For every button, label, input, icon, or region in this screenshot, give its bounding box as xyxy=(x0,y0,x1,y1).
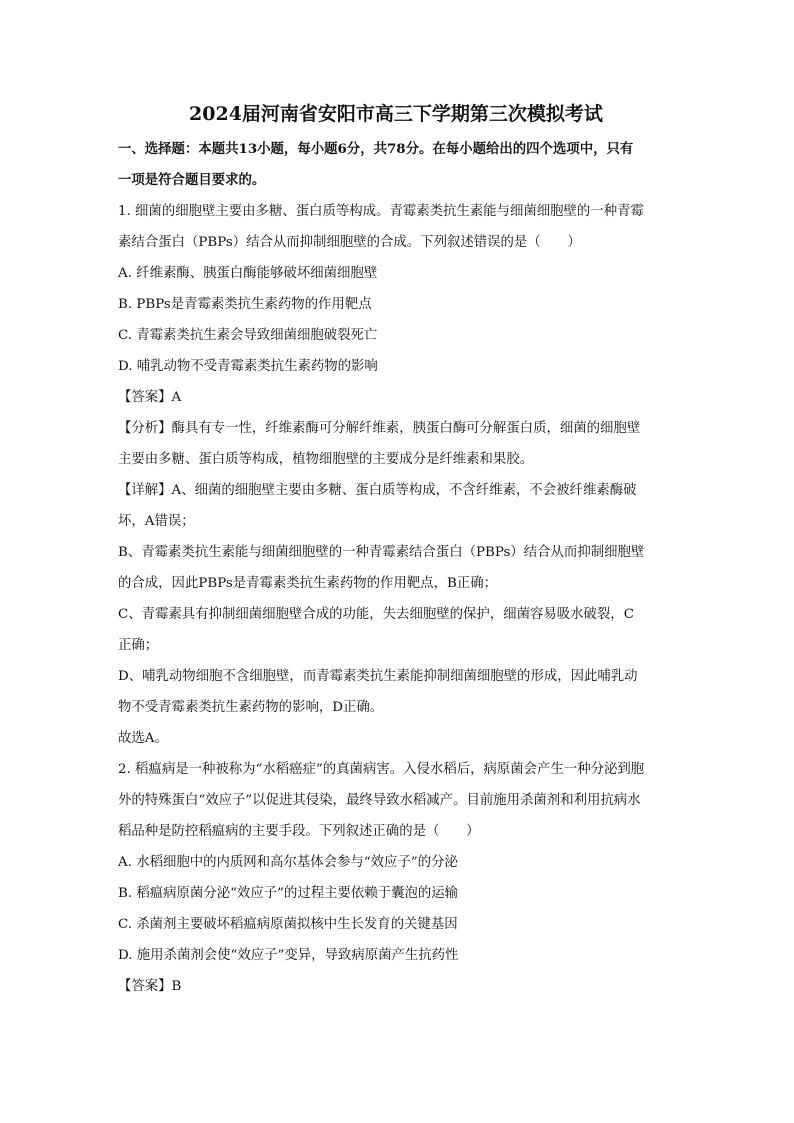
document-page xyxy=(118,100,674,1002)
q2-answer: 【答案】B xyxy=(118,979,182,994)
q2-stem-line-3: 稻品种是防控稻瘟病的主要手段。下列叙述正确的是（ ） xyxy=(118,824,480,839)
q1-conclusion: 故选A。 xyxy=(118,731,168,746)
question-1 xyxy=(118,196,674,754)
section-heading-line-1: 一、选择题：本题共13小题，每小题6分，共78分。在每小题给出的四个选项中，只有 xyxy=(118,141,634,157)
q1-detail-line-4: 的合成，因此PBPs是青霉素类抗生素药物的作用靶点，B正确； xyxy=(118,576,497,591)
q1-option-a: A. 纤维素酶、胰蛋白酶能够破坏细菌细胞壁 xyxy=(118,266,378,281)
q2-option-b: B. 稻瘟病原菌分泌“效应子”的过程主要依赖于囊泡的运输 xyxy=(118,886,459,901)
q1-answer: 【答案】A xyxy=(118,390,182,405)
q1-detail-line-1: 【详解】A、细菌的细胞壁主要由多糖、蛋白质等构成，不含纤维素，不会被纤维素酶破 xyxy=(118,483,637,498)
q1-detail-line-2: 坏，A错误； xyxy=(118,514,195,529)
q2-stem-line-1: 2. 稻瘟病是一种被称为“水稻癌症”的真菌病害。入侵水稻后，病原菌会产生一种分泌到胞 xyxy=(118,762,645,777)
q1-option-d: D. 哺乳动物不受青霉素类抗生素药物的影响 xyxy=(118,359,378,374)
q1-analysis-line-1: 【分析】酶具有专一性，纤维素酶可分解纤维素，胰蛋白酶可分解蛋白质，细菌的细胞壁 xyxy=(118,421,641,436)
q1-stem-line-2: 素结合蛋白（PBPs）结合从而抑制细胞壁的合成。下列叙述错误的是（ ） xyxy=(118,235,581,250)
q1-stem-line-1: 1. 细菌的细胞壁主要由多糖、蛋白质等构成。青霉素类抗生素能与细菌细胞壁的一种青霉 xyxy=(118,204,644,219)
q1-option-c: C. 青霉素类抗生素会导致细菌细胞破裂死亡 xyxy=(118,328,378,343)
q1-detail-line-5: C、青霉素具有抑制细菌细胞壁合成的功能，失去细胞壁的保护，细菌容易吸水破裂，C xyxy=(118,607,634,622)
q2-stem-line-2: 外的特殊蛋白“效应子”以促进其侵染，最终导致水稻减产。目前施用杀菌剂和利用抗病水 xyxy=(118,793,641,808)
q2-option-c: C. 杀菌剂主要破坏稻瘟病原菌拟核中生长发育的关键基因 xyxy=(118,917,458,932)
q1-detail-line-6: 正确； xyxy=(118,638,159,653)
q1-detail-line-8: 物不受青霉素类抗生素药物的影响，D正确。 xyxy=(118,700,384,715)
q1-analysis-line-2: 主要由多糖、蛋白质等构成，植物细胞壁的主要成分是纤维素和果胶。 xyxy=(118,452,534,467)
question-2 xyxy=(118,754,674,1002)
q1-detail-line-7: D、哺乳动物细胞不含细胞壁，而青霉素类抗生素能抑制细菌细胞壁的形成，因此哺乳动 xyxy=(118,669,638,684)
q2-option-a: A. 水稻细胞中的内质网和高尔基体会参与“效应子”的分泌 xyxy=(118,855,458,870)
q1-detail-line-3: B、青霉素类抗生素能与细菌细胞壁的一种青霉素结合蛋白（PBPs）结合从而抑制细胞壁 xyxy=(118,545,645,560)
q1-option-b: B. PBPs是青霉素类抗生素药物的作用靶点 xyxy=(118,297,372,312)
page-title: 2024届河南省安阳市高三下学期第三次模拟考试 xyxy=(189,103,603,125)
section-heading-line-2: 一项是符合题目要求的。 xyxy=(118,172,266,188)
q2-option-d: D. 施用杀菌剂会使“效应子”变异，导致病原菌产生抗药性 xyxy=(118,948,459,963)
